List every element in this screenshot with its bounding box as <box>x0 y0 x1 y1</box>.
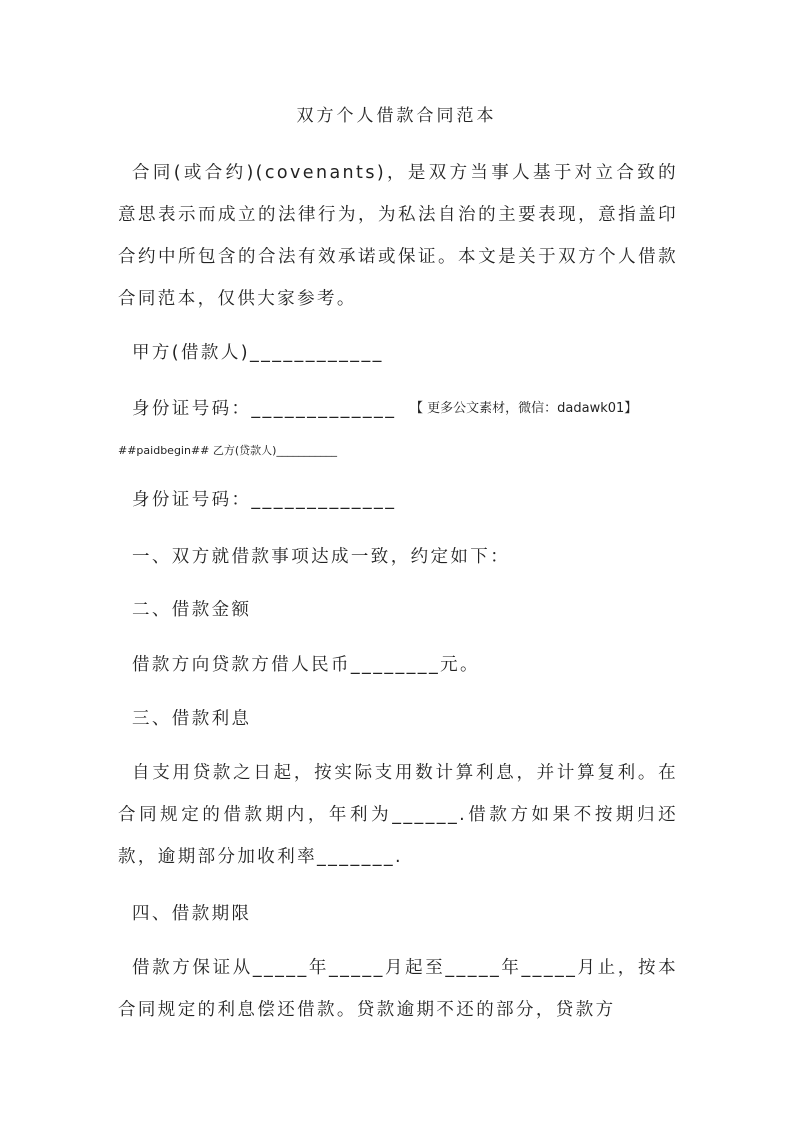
promo-note: 【 更多公文素材，微信：dadawk01】 <box>410 401 638 416</box>
section-heading-3: 三、借款利息 <box>132 709 252 729</box>
intro-paragraph: 合同(或合约)(covenants)，是双方当事人基于对立合致的意思表示而成立的法律行为，为私法自治的主要表现，意指盖印合约中所包含的合法有效承诺或保证。本文是关于双方个人借款合同范本，仅供大家参考。 <box>118 163 678 309</box>
party-b-line: ##paidbegin## 乙方(贷款人)___________ <box>118 444 337 457</box>
section-heading-2: 二、借款金额 <box>132 600 252 620</box>
amount-clause: 借款方向贷款方借人民币________元。 <box>132 655 480 675</box>
interest-clause: 自支用贷款之日起，按实际支用数计算利息，并计算复利。在合同规定的借款期内，年利为______.借款方如果不按期归还款，逾期部分加收利率_______. <box>118 763 678 867</box>
document-title: 双方个人借款合同范本 <box>296 106 497 126</box>
section-heading-4: 四、借款期限 <box>132 904 252 924</box>
id-number-b-line: 身份证号码：_____________ <box>132 490 397 510</box>
party-a-line: 甲方(借款人)____________ <box>132 343 384 363</box>
term-clause: 借款方保证从_____年_____月起至_____年_____月止，按本合同规定的利息偿还借款。贷款逾期不还的部分，贷款方 <box>118 958 678 1020</box>
section-heading-1: 一、双方就借款事项达成一致，约定如下： <box>132 547 511 567</box>
id-number-a-line: 身份证号码：_____________ <box>132 399 397 419</box>
